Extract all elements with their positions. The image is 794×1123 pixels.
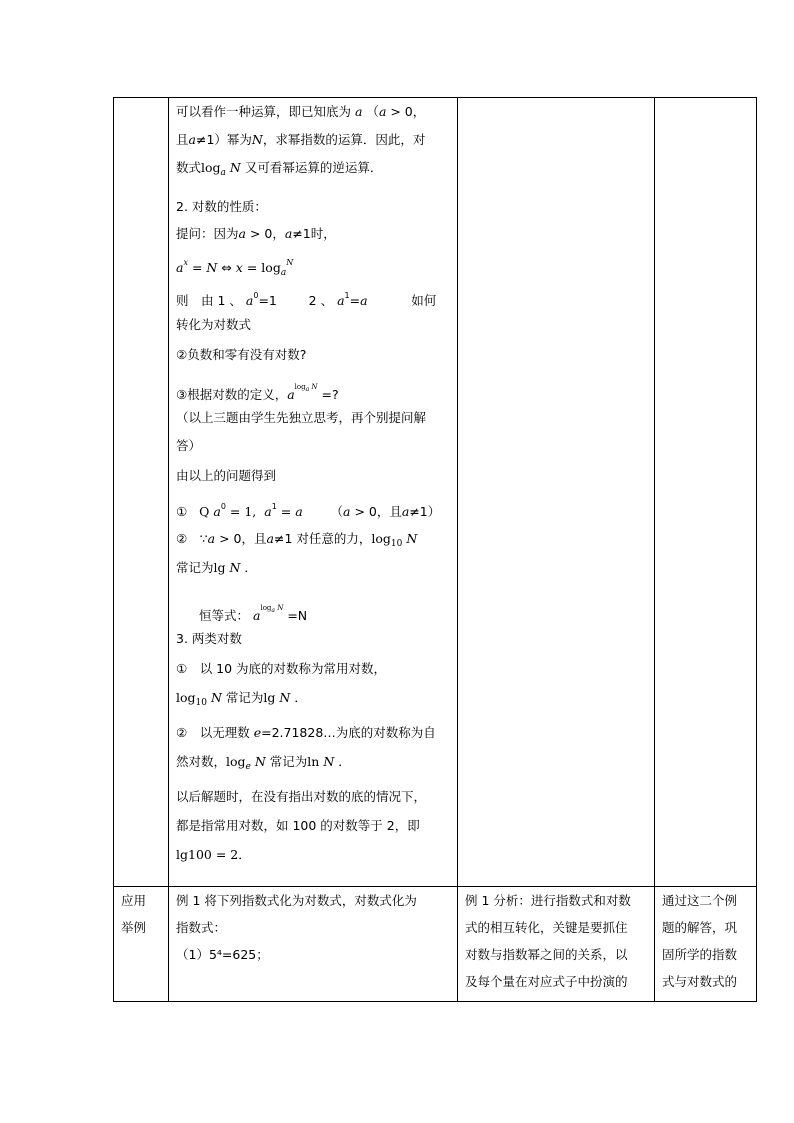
section-label: 举例: [121, 920, 147, 935]
analysis-cell: [458, 887, 655, 1002]
text-line: 且a≠1）幂为N，求幂指数的运算．因此，对: [176, 132, 426, 147]
text-line: 式与对数式的: [662, 974, 738, 989]
text-line: 3. 两类对数: [176, 631, 242, 646]
text-line: 以后解题时，在没有指出对数的底的情况下，: [176, 789, 427, 804]
content-cell: [169, 887, 458, 1002]
table-row: [114, 98, 757, 887]
content-cell: [169, 98, 458, 887]
text-line: ③根据对数的定义，$a^{loga}$ $^N$ =?: [176, 383, 339, 402]
text-line: 提问：因为a > 0，a≠1时，: [176, 226, 336, 241]
text-line: $\log_{10} N$ 常记为lg N ．: [176, 690, 307, 708]
purpose-cell: [655, 887, 757, 1002]
text-line: 可以看作一种运算，即已知底为 a （a > 0，: [176, 104, 426, 119]
text-line: （以上三题由学生先独立思考，再个别提问解: [176, 410, 427, 425]
text-line: 固所学的指数: [662, 947, 738, 962]
table-row: [114, 887, 757, 1002]
text-line: 通过这二个例: [662, 893, 738, 908]
text-line: 常记为lg N ．: [176, 560, 257, 575]
text-line: 题的解答，巩: [662, 920, 738, 935]
text-line: 则 由 1 、 $a^0=1$ 2 、 $a^1=a$ 如何: [176, 291, 437, 308]
formula-line: $a^x = N$ ⇔ $x = \log_a^N$: [176, 258, 294, 278]
text-line: 然对数，$\log_e N$ 常记为ln N ．: [176, 754, 351, 772]
text-line: 及每个量在对应式子中扮演的: [465, 974, 628, 989]
text-line: 对数与指数幂之间的关系，以: [465, 947, 628, 962]
text-line: ② 以无理数 e=2.71828…为底的对数称为自: [176, 725, 436, 740]
text-line: 式的相互转化，关键是要抓住: [465, 920, 628, 935]
text-line: 都是指常用对数，如 100 的对数等于 2，即: [176, 818, 420, 833]
text-line: ② ∵a > 0，且a≠1 对任意的力，$\log_{10} N$: [176, 531, 418, 549]
text-line: ②负数和零有没有对数?: [176, 347, 307, 362]
text-line: 恒等式： $a^{loga}$ $^N$ =N: [199, 604, 308, 623]
text-line: 答）: [176, 438, 202, 453]
text-line: ① 以 10 为底的对数称为常用对数，: [176, 661, 387, 676]
lesson-table: [113, 97, 757, 1002]
label-cell: [114, 887, 169, 1002]
text-line: 数式$\log_a N$ 又可看幂运算的逆运算．: [176, 160, 383, 178]
text-line: 2. 对数的性质：: [176, 199, 267, 214]
label-cell: [114, 98, 169, 887]
text-line: 例 1 分析：进行指数式和对数: [465, 893, 631, 908]
purpose-cell: [655, 98, 757, 887]
text-line: 例 1 将下列指数式化为对数式，对数式化为: [176, 893, 417, 908]
text-line: ① Q $a^0 = 1$, $a^1 = a$ （a > 0，且a≠1）: [176, 502, 441, 519]
formula-line: lg100 = 2．: [176, 847, 251, 862]
section-label: 应用: [121, 893, 147, 908]
text-line: 由以上的问题得到: [176, 468, 277, 483]
text-line: （1）5⁴=625；: [176, 947, 269, 962]
analysis-cell: [458, 98, 655, 887]
text-line: 指数式：: [176, 920, 227, 935]
text-line: 转化为对数式: [176, 317, 252, 332]
